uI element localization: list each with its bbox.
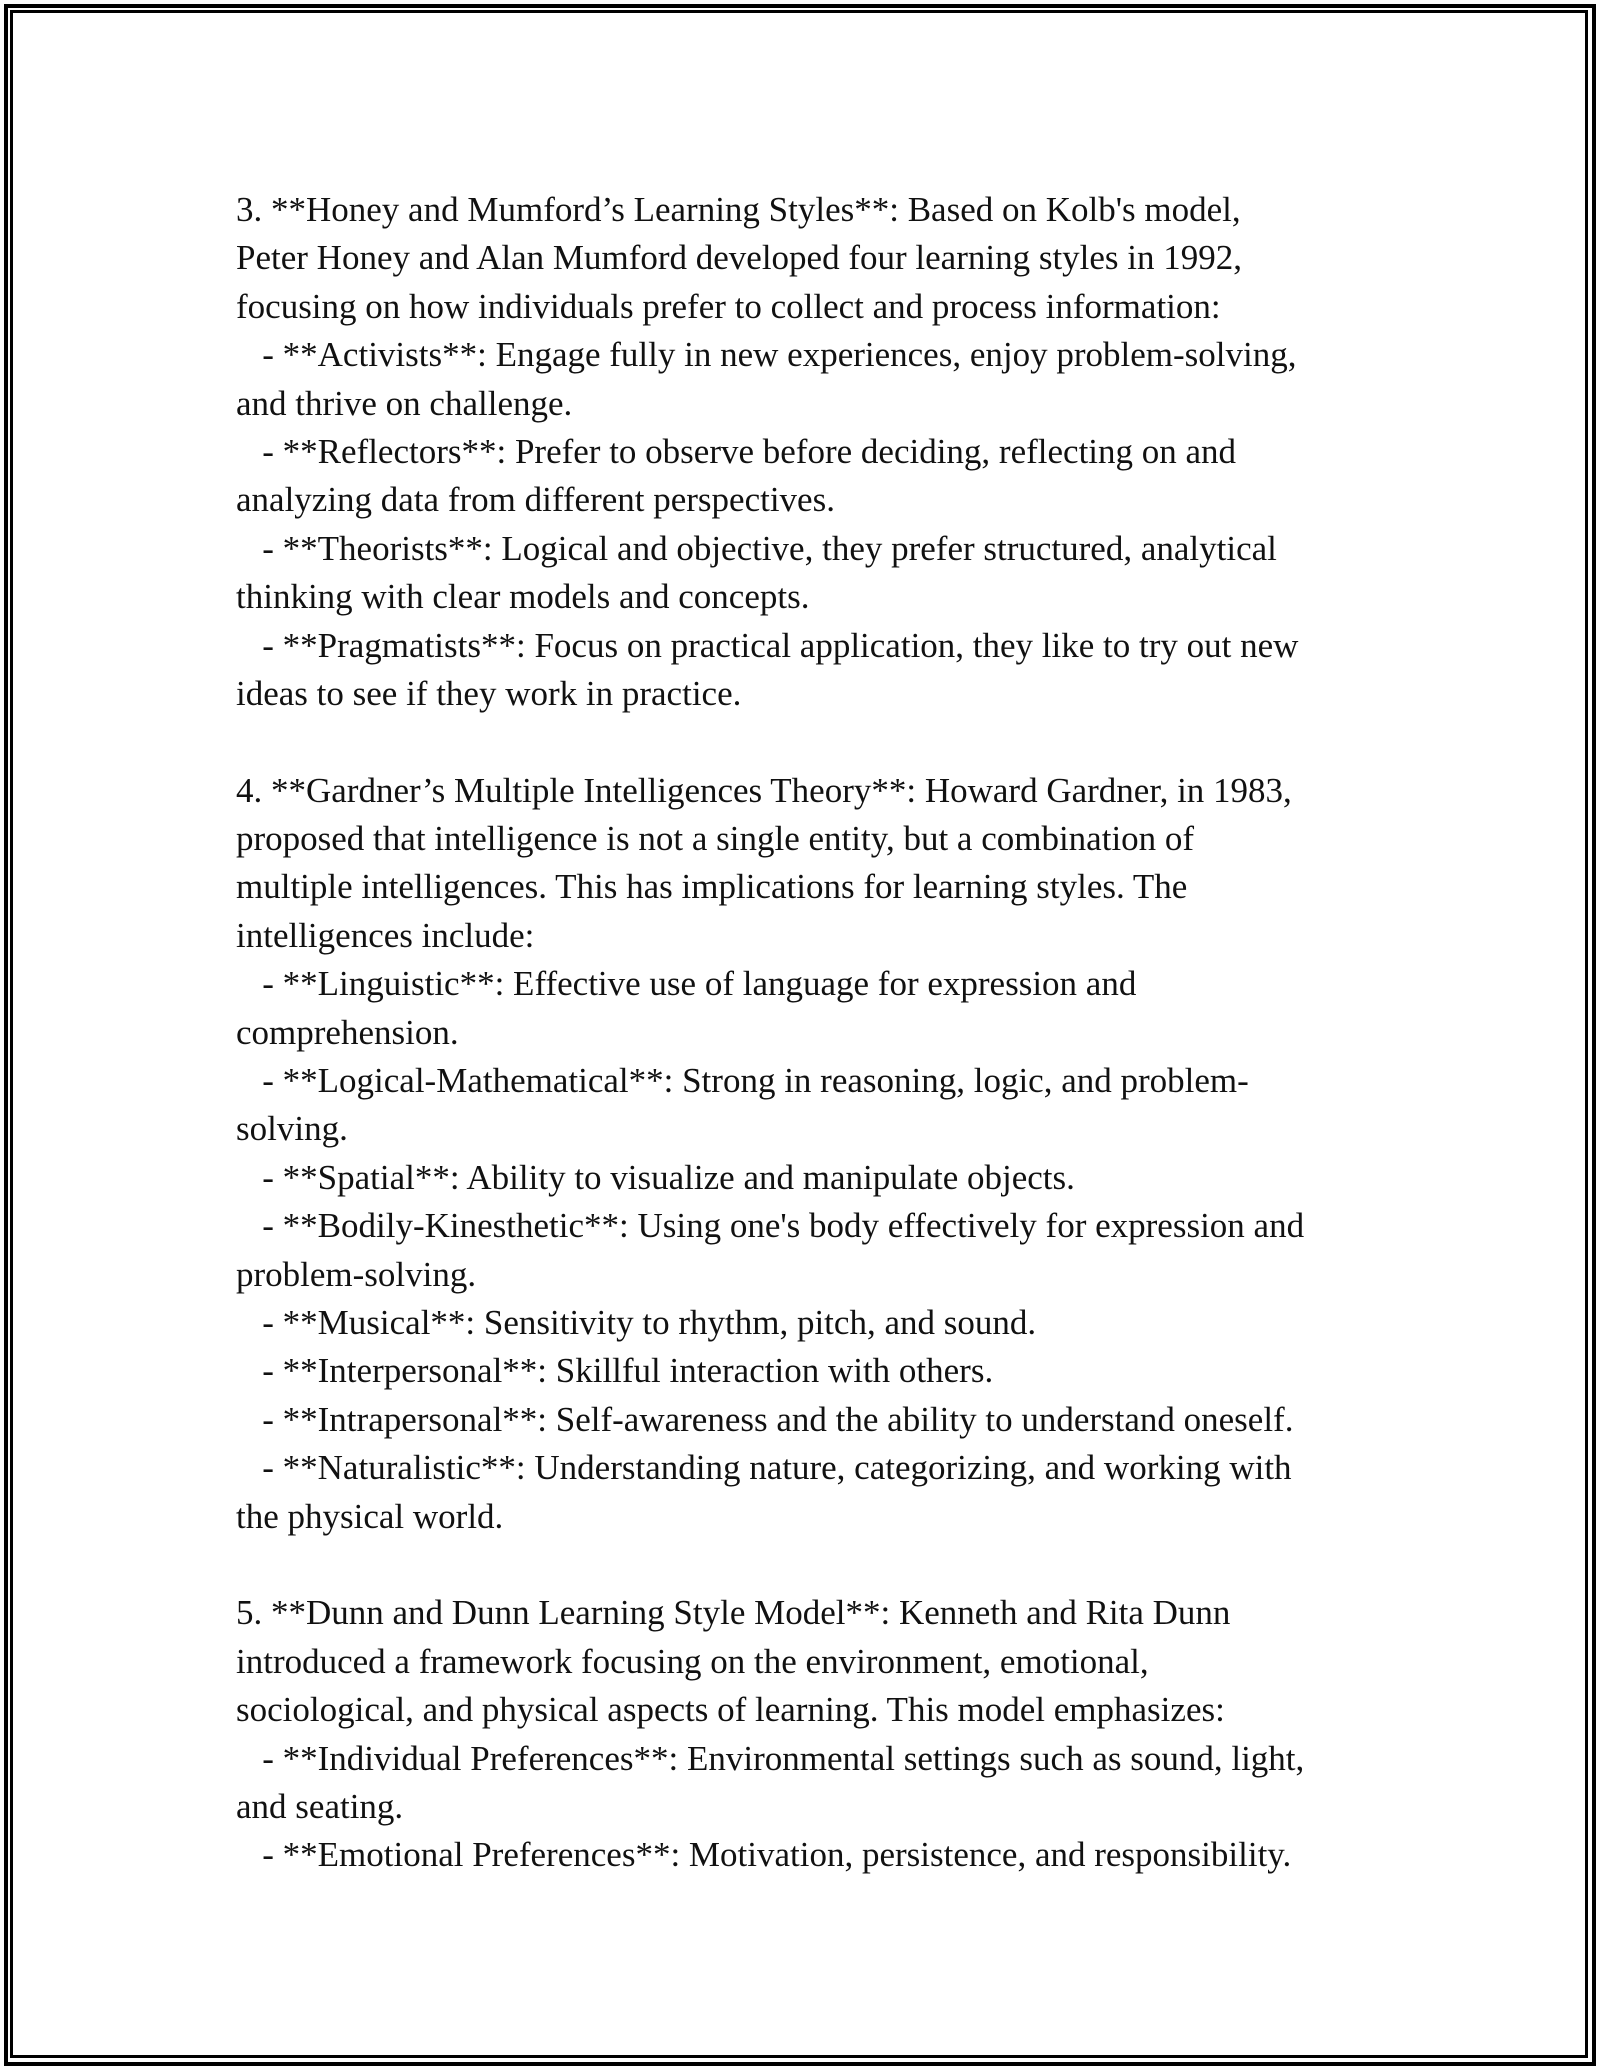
paragraph-gap: [236, 1541, 1366, 1589]
list-item-line: - **Individual Preferences**: Environmental settings such as sound, light,: [236, 1738, 1305, 1778]
text-line: multiple intelligences. This has implications for learning styles. The: [236, 867, 1188, 907]
text-line: Peter Honey and Alan Mumford developed four learning styles in 1992,: [236, 238, 1243, 278]
list-item-line: - **Intrapersonal**: Self-awareness and the ability to understand oneself.: [236, 1399, 1294, 1439]
section-dunn-dunn: [236, 1589, 1366, 1879]
text-line: and seating.: [236, 1786, 404, 1826]
text-line: ideas to see if they work in practice.: [236, 673, 742, 713]
text-line: thinking with clear models and concepts.: [236, 577, 810, 617]
text-line: 3. **Honey and Mumford’s Learning Styles**: Based on Kolb's model,: [236, 190, 1241, 229]
list-item-line: - **Logical-Mathematical**: Strong in reasoning, logic, and problem-: [236, 1061, 1249, 1101]
text-line: focusing on how individuals prefer to collect and process information:: [236, 286, 1221, 326]
text-line: 4. **Gardner’s Multiple Intelligences Theory**: Howard Gardner, in 1983,: [236, 770, 1292, 810]
text-line: intelligences include:: [236, 915, 535, 955]
list-item-line: - **Bodily-Kinesthetic**: Using one's body effectively for expression and: [236, 1206, 1305, 1246]
list-item-line: - **Spatial**: Ability to visualize and manipulate objects.: [236, 1157, 1075, 1197]
list-item-line: - **Reflectors**: Prefer to observe before deciding, reflecting on and: [236, 431, 1237, 471]
list-item-line: - **Musical**: Sensitivity to rhythm, pitch, and sound.: [236, 1302, 1037, 1342]
list-item-line: - **Interpersonal**: Skillful interaction with others.: [236, 1351, 994, 1391]
list-item-line: - **Activists**: Engage fully in new experiences, enjoy problem-solving,: [236, 335, 1297, 375]
paragraph-gap: [236, 718, 1366, 766]
list-item-line: - **Emotional Preferences**: Motivation, persistence, and responsibility.: [236, 1835, 1292, 1875]
text-line: proposed that intelligence is not a single entity, but a combination of: [236, 819, 1195, 859]
list-item-line: - **Naturalistic**: Understanding nature, categorizing, and working with: [236, 1448, 1292, 1488]
document-body: [236, 186, 1366, 1880]
text-line: analyzing data from different perspectives.: [236, 480, 835, 520]
list-item-line: - **Theorists**: Logical and objective, they prefer structured, analytical: [236, 528, 1277, 568]
text-line: problem-solving.: [236, 1254, 477, 1294]
section-gardner: [236, 767, 1366, 1541]
text-line: sociological, and physical aspects of learning. This model emphasizes:: [236, 1690, 1225, 1730]
list-item-line: - **Pragmatists**: Focus on practical application, they like to try out new: [236, 625, 1299, 665]
text-line: 5. **Dunn and Dunn Learning Style Model**: Kenneth and Rita Dunn: [236, 1593, 1231, 1633]
text-line: solving.: [236, 1109, 348, 1149]
text-line: and thrive on challenge.: [236, 383, 573, 423]
text-line: introduced a framework focusing on the environment, emotional,: [236, 1641, 1149, 1681]
list-item-line: - **Linguistic**: Effective use of language for expression and: [236, 964, 1137, 1004]
text-line: comprehension.: [236, 1012, 459, 1052]
text-line: the physical world.: [236, 1496, 504, 1536]
section-honey-mumford: [236, 186, 1366, 718]
